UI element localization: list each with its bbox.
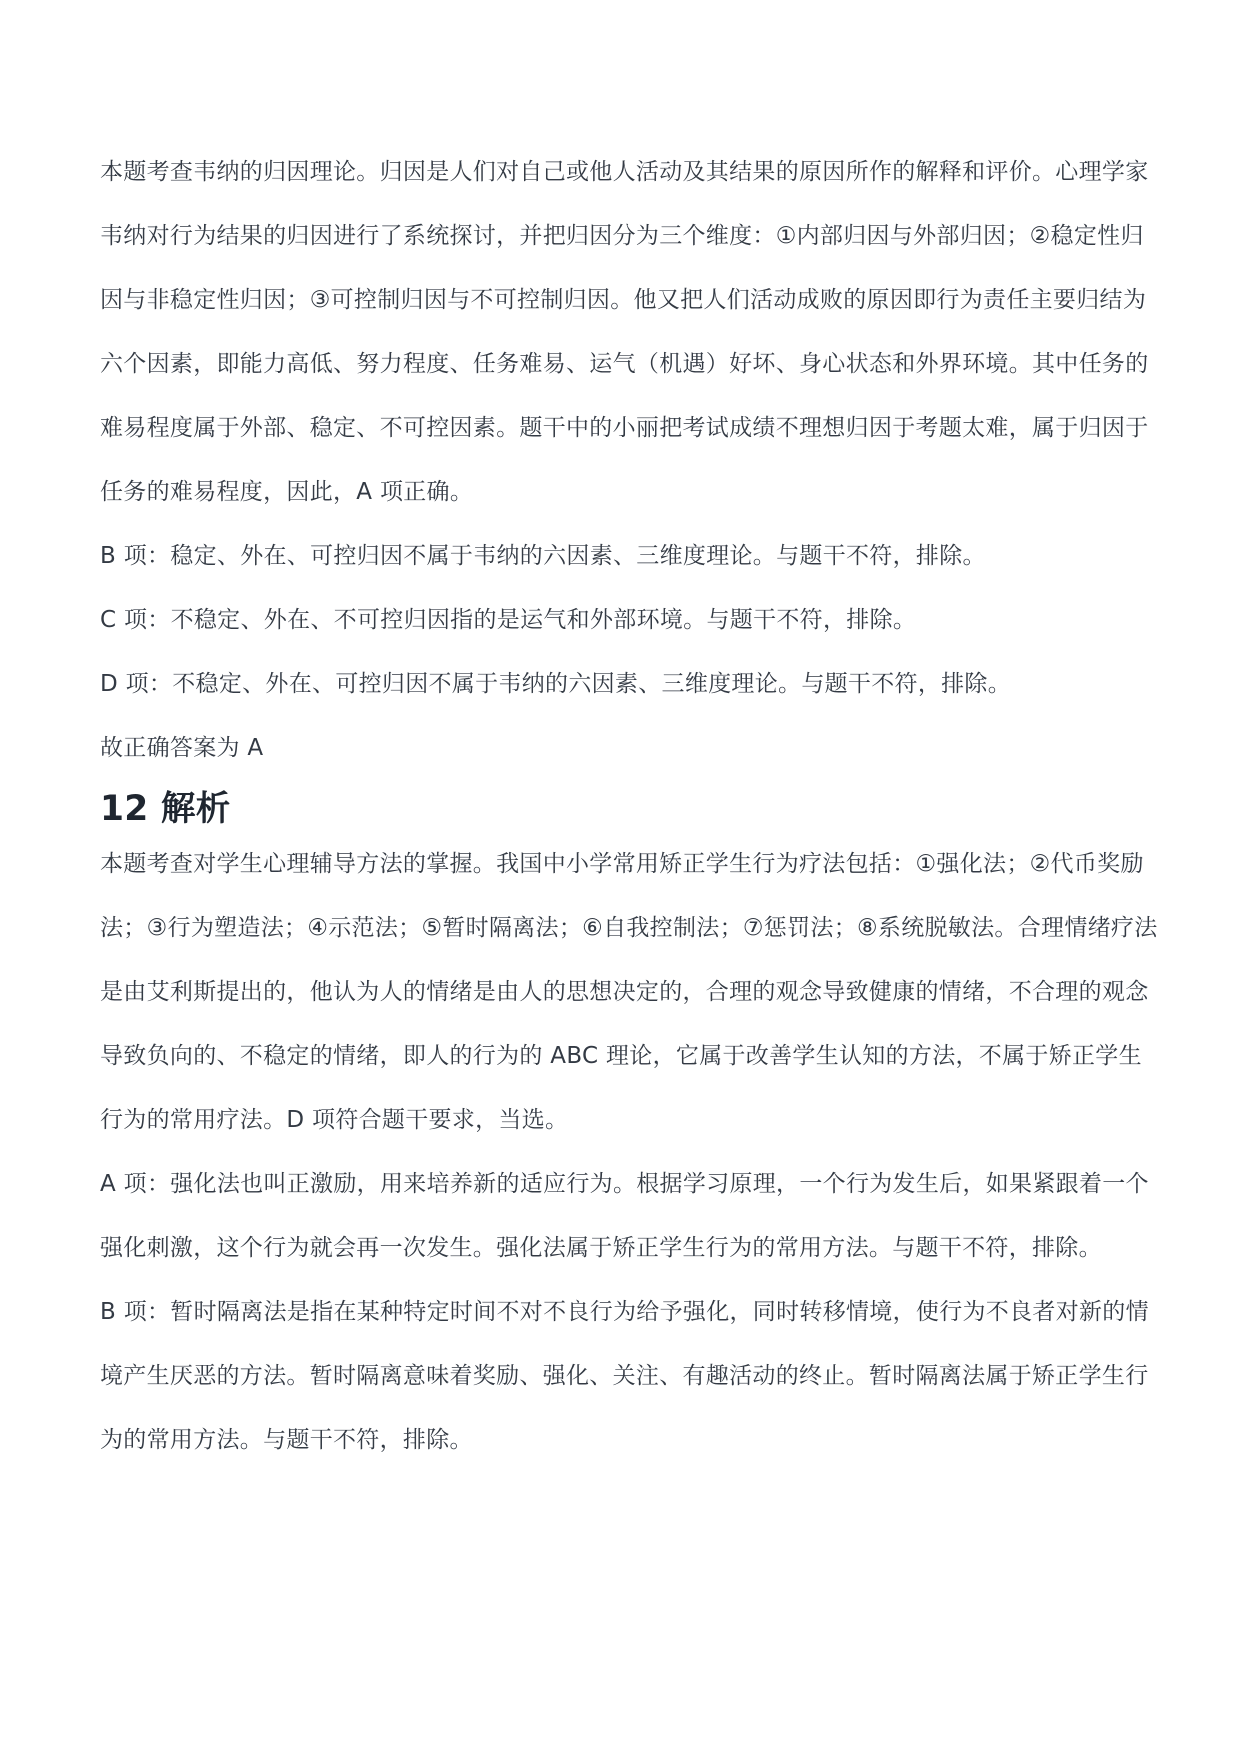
q12-option-b-paragraph: B 项：暂时隔离法是指在某种特定时间不对不良行为给予强化，同时转移情境，使行为不良者对新的情境产生厌恶的方法。暂时隔离意味着奖励、强化、关注、有趣活动的终止。暂时隔离法属于矫正学生行为的常用方法。与题干不符，排除。: [100, 1299, 1149, 1453]
q12-analysis-paragraph: 本题考查对学生心理辅导方法的掌握。我国中小学常用矫正学生行为疗法包括：①强化法；②代币奖励法；③行为塑造法；④示范法；⑤暂时隔离法；⑥自我控制法；⑦惩罚法；⑧系统脱敏法。合理情绪疗法是由艾利斯提出的，他认为人的情绪是由人的思想决定的，合理的观念导致健康的情绪，不合理的观念导致负向的、不稳定的情绪，即人的行为的 ABC 理论，它属于改善学生认知的方法，不属于矫正学生行为的常用疗法。D 项符合题干要求，当选。: [100, 851, 1158, 1133]
q12-option-a-paragraph: A 项：强化法也叫正激励，用来培养新的适应行为。根据学习原理，一个行为发生后，如果紧跟着一个强化刺激，这个行为就会再一次发生。强化法属于矫正学生行为的常用方法。与题干不符，排除。: [100, 1171, 1149, 1261]
document-page: [100, 152, 1160, 1472]
q11-answer-line: 故正确答案为 A: [100, 735, 264, 761]
q11-option-c-paragraph: C 项：不稳定、外在、不可控归因指的是运气和外部环境。与题干不符，排除。: [100, 607, 917, 633]
q11-option-d-paragraph: D 项：不稳定、外在、可控归因不属于韦纳的六因素、三维度理论。与题干不符，排除。: [100, 671, 1012, 697]
q11-analysis-paragraph: 本题考查韦纳的归因理论。归因是人们对自己或他人活动及其结果的原因所作的解释和评价。心理学家韦纳对行为结果的归因进行了系统探讨，并把归因分为三个维度：①内部归因与外部归因；②稳定性归因与非稳定性归因；③可控制归因与不可控制归因。他又把人们活动成败的原因即行为责任主要归结为六个因素，即能力高低、努力程度、任务难易、运气（机遇）好坏、身心状态和外界环境。其中任务的难易程度属于外部、稳定、不可控因素。题干中的小丽把考试成绩不理想归因于考题太难，属于归因于任务的难易程度，因此，A 项正确。: [100, 159, 1149, 505]
q11-option-b-paragraph: B 项：稳定、外在、可控归因不属于韦纳的六因素、三维度理论。与题干不符，排除。: [100, 543, 986, 569]
q12-heading: 12 解析: [100, 789, 231, 829]
